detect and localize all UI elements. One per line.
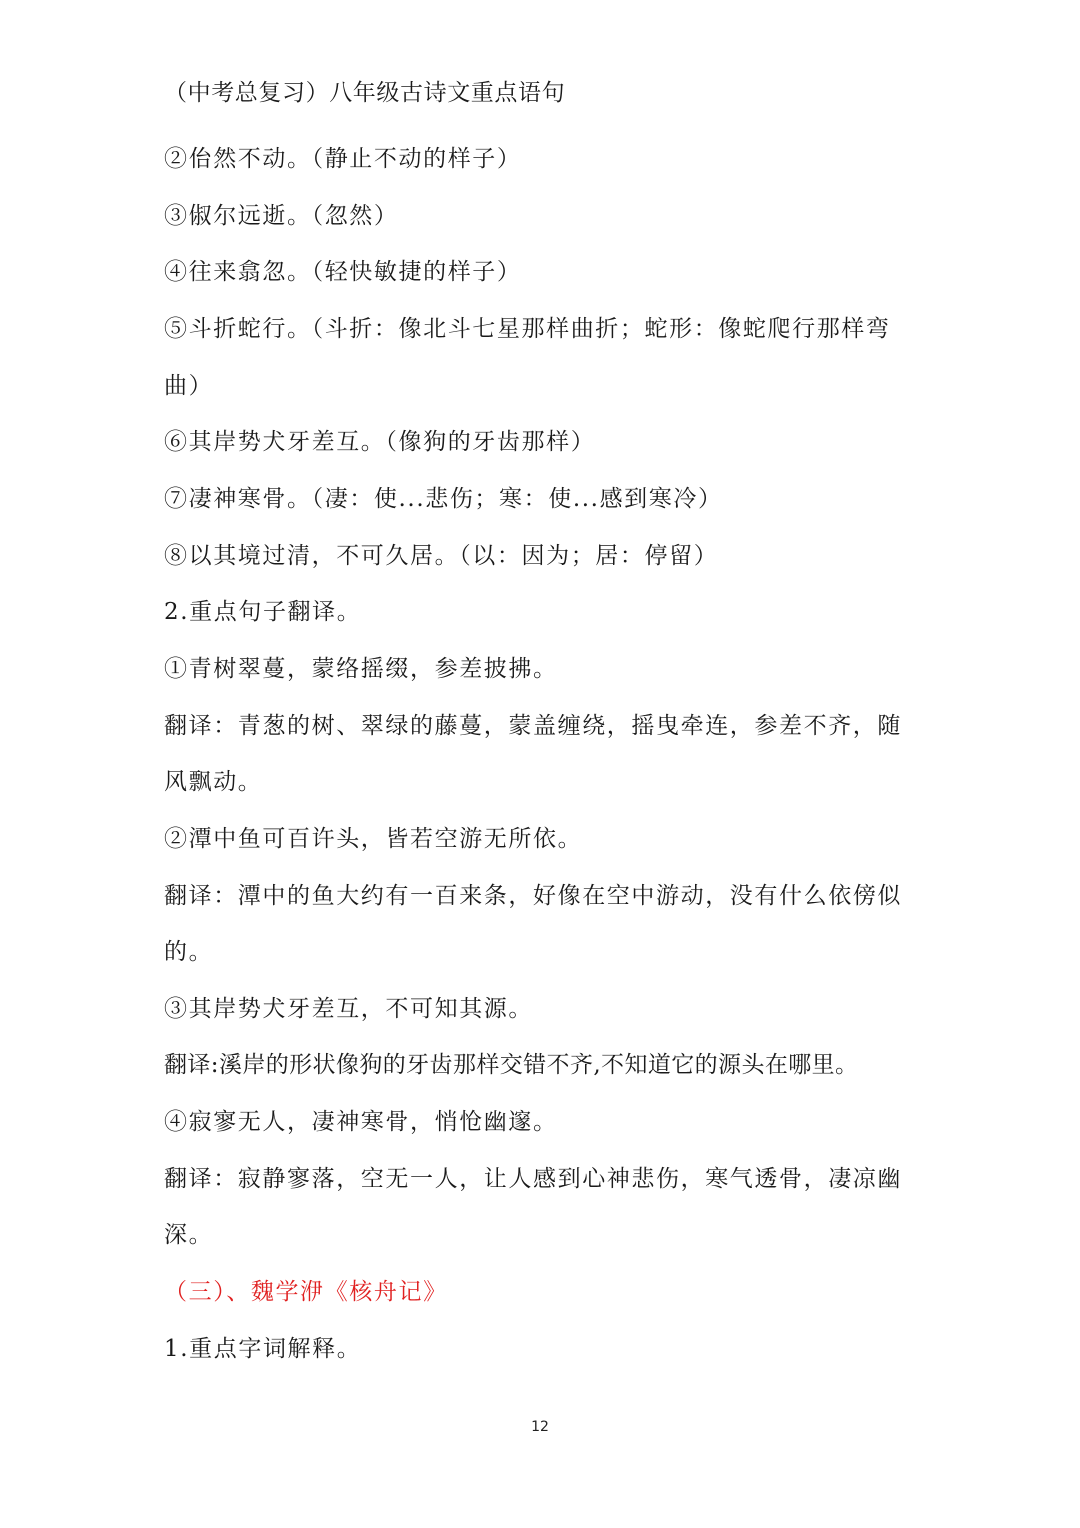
text-line: 翻译:溪岸的形状像狗的牙齿那样交错不齐,不知道它的源头在哪里。 [164, 1052, 859, 1078]
text-line: ④往来翕忽。（轻快敏捷的样子） [164, 259, 522, 285]
document-header: （中考总复习）八年级古诗文重点语句 [164, 80, 566, 106]
text-line: 风飘动。 [164, 769, 263, 795]
text-line: ⑥其岸势犬牙差互。（像狗的牙齿那样） [164, 429, 596, 455]
text-line: ③俶尔远逝。（忽然） [164, 203, 399, 229]
section-heading: 2.重点句子翻译。 [164, 599, 362, 625]
text-line: ④寂寥无人，凄神寒骨，悄怆幽邃。 [164, 1109, 558, 1135]
text-line: ②佁然不动。（静止不动的样子） [164, 146, 522, 172]
text-line: ③其岸势犬牙差互，不可知其源。 [164, 996, 533, 1022]
text-line: ①青树翠蔓，蒙络摇缀，参差披拂。 [164, 656, 558, 682]
text-line: ⑦凄神寒骨。（凄：使...悲伤；寒：使...感到寒冷） [164, 486, 723, 512]
text-line: 深。 [164, 1222, 214, 1248]
page-number: 12 [531, 1419, 549, 1435]
text-line: 翻译：青葱的树、翠绿的藤蔓，蒙盖缠绕，摇曳牵连，参差不齐，随 [164, 713, 902, 739]
text-line: ⑧以其境过清，不可久居。（以：因为；居：停留） [164, 543, 719, 569]
text-line: ⑤斗折蛇行。（斗折：像北斗七星那样曲折；蛇形：像蛇爬行那样弯 [164, 316, 891, 342]
text-line: 曲） [164, 373, 214, 399]
section-title-red: （三）、魏学洢《核舟记》 [164, 1279, 448, 1305]
text-line: 的。 [164, 939, 214, 965]
section-heading: 1.重点字词解释。 [164, 1336, 362, 1362]
text-line: 翻译：潭中的鱼大约有一百来条，好像在空中游动，没有什么依傍似 [164, 883, 902, 909]
text-line: 翻译：寂静寥落，空无一人，让人感到心神悲伤，寒气透骨，凄凉幽 [164, 1166, 902, 1192]
text-line: ②潭中鱼可百许头，皆若空游无所依。 [164, 826, 583, 852]
